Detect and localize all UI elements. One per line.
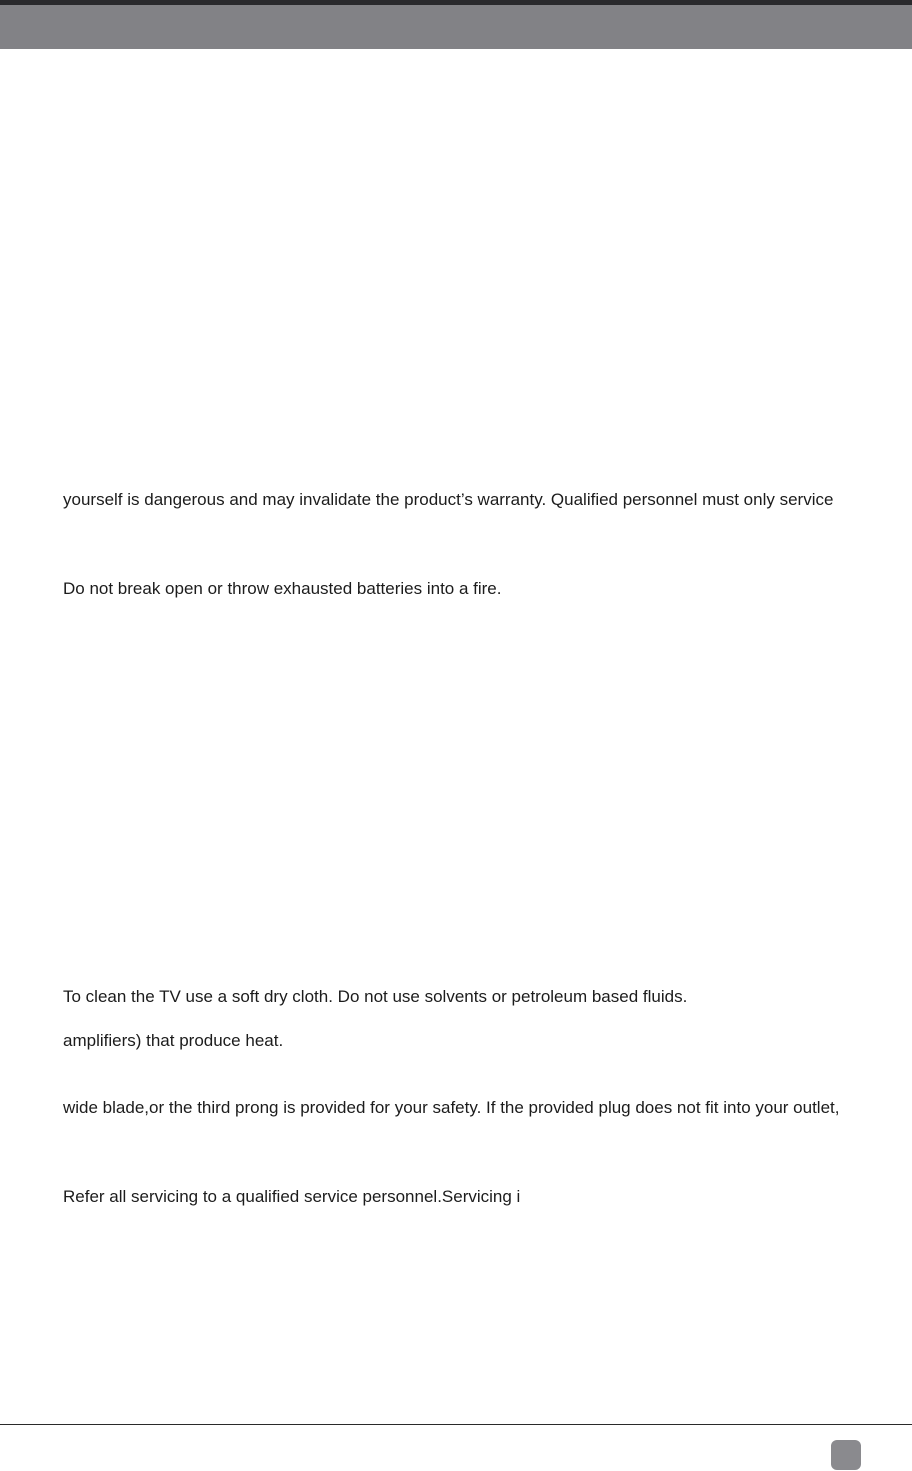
- page-number-badge: [831, 1440, 861, 1470]
- text-line-servicing: Refer all servicing to a qualified service personnel.Servicing i: [63, 1187, 521, 1206]
- footer-rule: [0, 1424, 912, 1425]
- text-line-warranty: yourself is dangerous and may invalidate the product’s warranty. Qualified personnel must only service: [63, 490, 834, 509]
- text-line-cleaning: To clean the TV use a soft dry cloth. Do not use solvents or petroleum based fluids.: [63, 987, 688, 1006]
- text-line-heat: amplifiers) that produce heat.: [63, 1031, 284, 1050]
- text-line-batteries: Do not break open or throw exhausted batteries into a fire.: [63, 579, 502, 598]
- header-band: [0, 5, 912, 49]
- text-line-plug: wide blade,or the third prong is provided for your safety. If the provided plug does not fit into your outlet,: [63, 1098, 840, 1117]
